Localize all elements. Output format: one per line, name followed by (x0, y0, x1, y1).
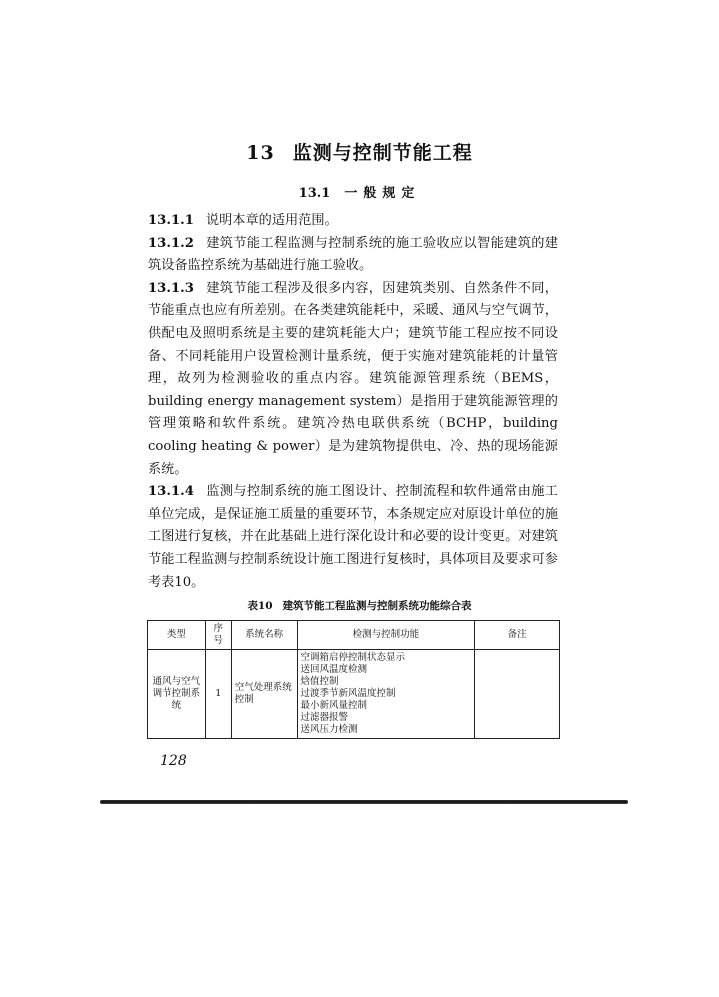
function-item: 送回风温度检测 (300, 664, 368, 675)
clause-paragraph (148, 210, 558, 233)
section-title (0, 182, 719, 201)
clause-number: 13.1.1 (148, 213, 194, 228)
cell-seq: 1 (205, 650, 231, 739)
clause-number: 13.1.4 (148, 484, 194, 500)
function-item: 最小新风量控制 (300, 700, 368, 711)
table-header-row (148, 621, 560, 650)
function-item: 过渡季节新风温度控制 (300, 688, 396, 699)
function-item: 过滤器报警 (300, 712, 349, 723)
chapter-title-text: 监测与控制节能工程 (292, 142, 473, 164)
section-number: 13.1 (298, 186, 331, 201)
clause-paragraph (148, 481, 558, 594)
function-item: 送风压力检测 (300, 724, 358, 735)
header-note: 备注 (475, 621, 560, 650)
clause-number: 13.1.3 (148, 280, 194, 296)
clause-paragraph (148, 233, 558, 278)
function-table (147, 620, 560, 739)
header-functions: 检测与控制功能 (297, 621, 475, 650)
cell-category: 通风与空气调节控制系统 (148, 650, 206, 739)
cell-note (475, 650, 560, 739)
header-seq: 序号 (205, 621, 231, 650)
clause-paragraph (148, 278, 558, 481)
footer-rule (100, 800, 628, 804)
chapter-title (0, 138, 719, 165)
cell-functions (297, 650, 475, 739)
function-item: 空调箱启停控制状态显示 (300, 652, 406, 663)
table-caption (0, 598, 719, 613)
section-title-text: 一般规定 (344, 186, 421, 201)
clause-number: 13.1.2 (148, 235, 194, 251)
clause-text: 监测与控制系统的施工图设计、控制流程和软件通常由施工单位完成，是保证施工质量的重要环节，本条规定应对原设计单位的施工图进行复核，并在此基础上进行深化设计和必要的设计变更。对建筑节能工程监测与控制系统设计施工图进行复核时，具体项目及要求可参考表10。 (148, 484, 558, 590)
table-caption-number: 表10 (247, 600, 273, 612)
header-category: 类型 (148, 621, 206, 650)
page-number: 128 (160, 753, 187, 769)
table-caption-title: 建筑节能工程监测与控制系统功能综合表 (282, 600, 472, 612)
chapter-number: 13 (246, 142, 275, 164)
clause-text: 建筑节能工程监测与控制系统的施工验收应以智能建筑的建筑设备监控系统为基础进行施工验收。 (148, 235, 558, 274)
clause-text: 说明本章的适用范围。 (205, 213, 338, 228)
table-row (148, 650, 560, 739)
cell-system-name: 空气处理系统控制 (231, 650, 297, 739)
header-system-name: 系统名称 (231, 621, 297, 650)
function-item: 焓值控制 (300, 676, 339, 687)
clause-text: 建筑节能工程涉及很多内容，因建筑类别、自然条件不同，节能重点也应有所差别。在各类建筑能耗中，采暖、通风与空气调节，供配电及照明系统是主要的建筑耗能大户；建筑节能工程应按不同设备、不同耗能用户设置检测计量系统，便于实施对建筑能耗的计量管理，故列为检测验收的重点内容。建筑能源管理系统（BEMS，building energy management system）是指用于建筑能源管理的管理策略和软件系统。建筑冷热电联供系统（BCHP，building cooling heating & power）是为建筑物提供电、冷、热的现场能源系统。 (148, 280, 558, 477)
body-text (148, 210, 558, 594)
